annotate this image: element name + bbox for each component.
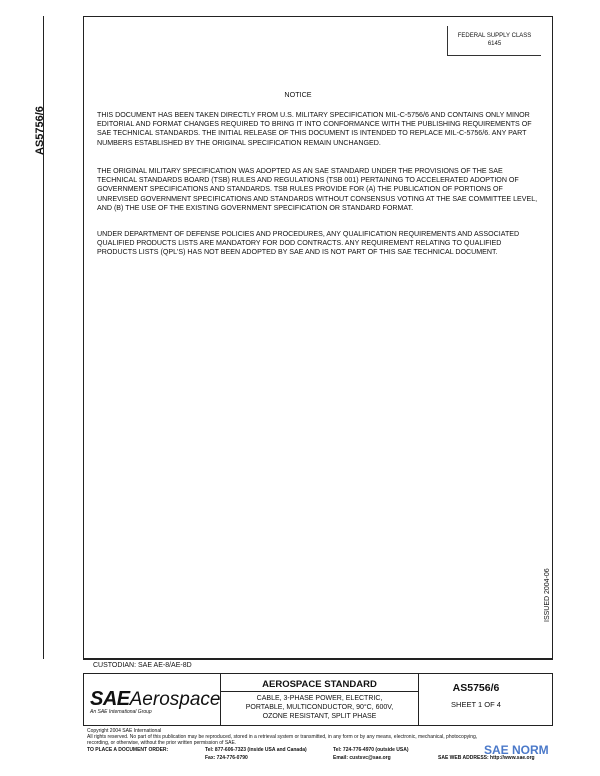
sheet-number: SHEET 1 OF 4 [451, 700, 501, 709]
custodian: CUSTODIAN: SAE AE-8/AE-8D [93, 662, 192, 669]
rights-line-2: recording, or otherwise, without the prior written permission of SAE. [87, 740, 237, 746]
federal-supply-class-label: FEDERAL SUPPLY CLASS [457, 33, 532, 39]
logo-subtitle: An SAE International Group [90, 709, 152, 715]
description-line-1: CABLE, 3-PHASE POWER, ELECTRIC, [256, 695, 383, 702]
issued-date: ISSUED 2004-06 [544, 568, 551, 622]
description-line-2: PORTABLE, MULTICONDUCTOR, 90°C, 600V, [245, 704, 394, 711]
copyright-line: Copyright 2004 SAE International [87, 728, 162, 734]
document-number: AS5756/6 [452, 682, 500, 694]
standard-type: AEROSPACE STANDARD [262, 679, 377, 690]
order-label: TO PLACE A DOCUMENT ORDER: [87, 747, 169, 753]
notice-title: NOTICE [284, 90, 312, 99]
sae-aerospace-logo [90, 688, 220, 715]
notice-paragraph-3: UNDER DEPARTMENT OF DEFENSE POLICIES AND PROCEDURES, ANY QUALIFICATION REQUIREMENTS AND ASSOCIATED QUALIFIED PRODUCTS LISTS ARE MANDATORY FOR DOD CONTRACTS. ANY REQUIREMENT RELATING TO QUALIFIED PRODUCTS LISTS (QPL'S) HAS NOT BEEN ADOPTED BY SAE AND IS NOT PART OF THIS SAE TECHNICAL DOCUMENT. [97, 230, 520, 257]
rights-line-1: All rights reserved. No part of this publication may be reproduced, stored in a retrieval system or transmitted, in any form or by any means, electronic, mechanical, photocopying, [87, 734, 478, 740]
standard-type-rule [220, 691, 418, 692]
sae-norm-watermark [484, 741, 549, 759]
email: Email: custsvc@sae.org [333, 755, 391, 761]
fax: Fax: 724-776-0790 [205, 755, 248, 761]
watermark-text: SAE NORM [484, 743, 549, 757]
description-line-3: OZONE RESISTANT, SPLIT PHASE [262, 713, 377, 720]
web-address: SAE WEB ADDRESS: http://www.sae.org [438, 755, 535, 761]
federal-supply-class-box [447, 26, 541, 56]
logo-aerospace-text: Aerospace [129, 689, 221, 710]
logo-sae-text: SAE [90, 688, 130, 710]
tel-outside: Tel: 724-776-4970 (outside USA) [333, 747, 409, 753]
notice-paragraph-2: THE ORIGINAL MILITARY SPECIFICATION WAS ADOPTED AS AN SAE STANDARD UNDER THE PROVISIONS OF THE SAE TECHNICAL STANDARDS BOARD (TSB) RULES AND REGULATIONS (TSB 001) PERTAINING TO ACCELERATED ADOPTION OF GOVERNMENT SPECIFICATIONS AND STANDARDS. TSB RULES PROVIDE FOR (A) THE PUBLICATION OF PORTIONS OF UNREVISED GOVERNMENT SPECIFICATIONS AND STANDARDS WITHOUT CONSENSUS VOTING AT THE SAE COMMITTEE LEVEL, AND (B) THE USE OF THE EXISTING GOVERNMENT SPECIFICATION OR STANDARD FORMAT. [97, 167, 538, 212]
side-document-number: AS5756/6 [34, 106, 46, 155]
tel-inside: Tel: 877-606-7323 (inside USA and Canada) [205, 747, 307, 753]
custodian-top-rule [83, 659, 553, 660]
document-description [222, 694, 417, 721]
federal-supply-class-value: 6145 [487, 41, 502, 47]
title-block-divider-2 [418, 673, 419, 726]
notice-paragraph-1: THIS DOCUMENT HAS BEEN TAKEN DIRECTLY FROM U.S. MILITARY SPECIFICATION MIL-C-5756/6 AND CONTAINS ONLY MINOR EDITORIAL AND FORMAT CHANGES REQUIRED TO BRING IT INTO CONFORMANCE WITH THE PUBLISHING REQUIREMENTS OF SAE TECHNICAL STANDARDS. THE INITIAL RELEASE OF THIS DOCUMENT IS INTENDED TO REPLACE MIL-C-5756/6. ANY PART NUMBERS ESTABLISHED BY THE ORIGINAL SPECIFICATION REMAIN UNCHANGED. [97, 111, 532, 147]
